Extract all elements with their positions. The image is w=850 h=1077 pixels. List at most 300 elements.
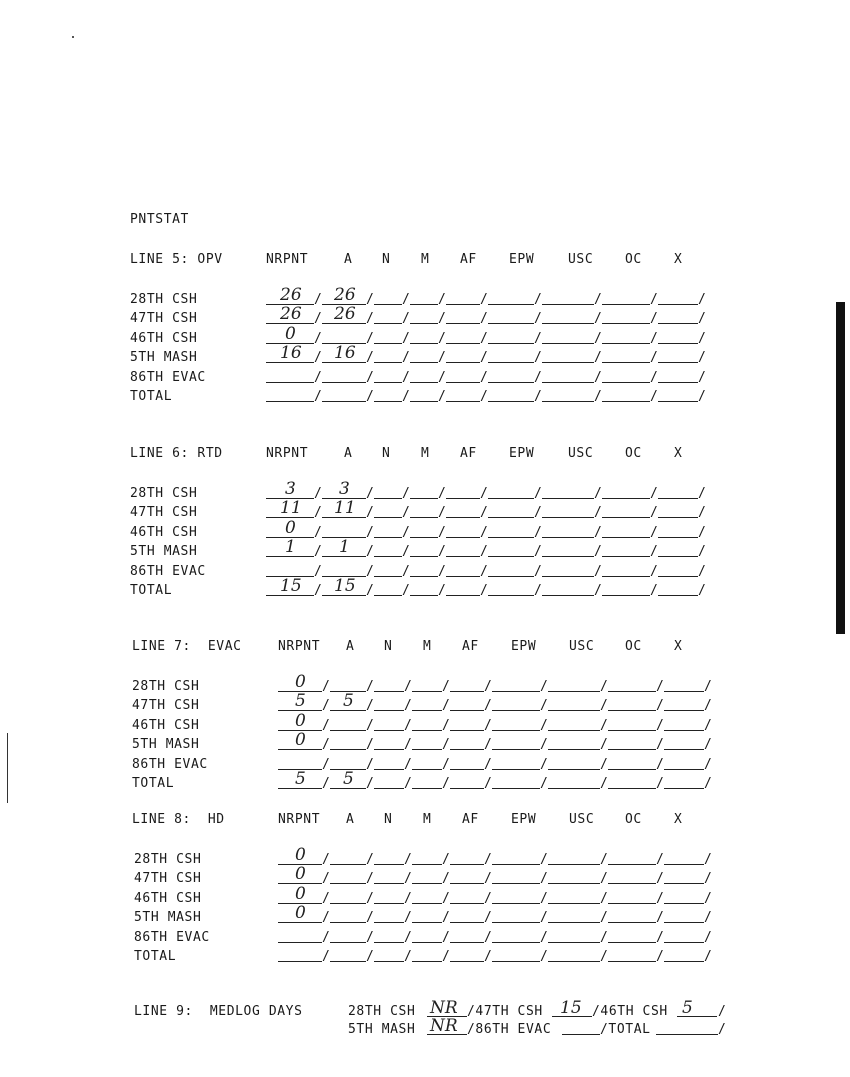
field-separator: /	[480, 331, 488, 346]
entry-blank	[446, 505, 480, 518]
field-separator: /	[704, 776, 712, 791]
handwritten-entry: 0	[295, 864, 306, 884]
entry-blank	[548, 891, 600, 904]
field-separator: /	[404, 718, 412, 733]
field-separator: /	[438, 486, 446, 501]
field-separator: /	[366, 757, 374, 772]
handwritten-entry: 26	[280, 285, 302, 305]
field-separator: /	[698, 350, 706, 365]
field-separator: /	[322, 871, 330, 886]
field-separator: /	[442, 852, 450, 867]
entry-blank	[410, 311, 438, 324]
line9-f1-label: 28TH CSH	[348, 1004, 416, 1019]
field-separator: /	[698, 583, 706, 598]
field-separator: /	[404, 852, 412, 867]
field-separator: /	[540, 718, 548, 733]
field-separator: /	[484, 679, 492, 694]
entry-blank	[374, 852, 404, 865]
row-label: 5TH MASH	[132, 737, 200, 752]
entry-blank	[608, 930, 656, 943]
entry-blank	[278, 949, 322, 962]
column-header-oc: OC	[625, 252, 642, 267]
entry-blank	[602, 486, 650, 499]
column-header-af: AF	[460, 252, 477, 267]
field-separator: /	[594, 486, 602, 501]
field-separator: /	[650, 331, 658, 346]
field-separator: /	[366, 910, 374, 925]
field-separator: /	[540, 871, 548, 886]
field-separator: /	[480, 292, 488, 307]
entry-blank	[374, 370, 402, 383]
entry-blank	[608, 910, 656, 923]
field-separator: /	[442, 930, 450, 945]
entry-blank	[602, 544, 650, 557]
field-separator: /	[600, 698, 608, 713]
entry-blank	[330, 910, 366, 923]
field-separator: /	[314, 505, 322, 520]
field-separator: /	[402, 292, 410, 307]
entry-blank	[374, 525, 402, 538]
field-separator: /	[402, 331, 410, 346]
column-header-m: M	[421, 252, 430, 267]
entry-blank	[488, 350, 534, 363]
entry-blank	[602, 389, 650, 402]
field-separator: /	[534, 544, 542, 559]
field-separator: /	[484, 930, 492, 945]
entry-blank	[446, 292, 480, 305]
field-separator: /	[480, 564, 488, 579]
field-separator: /	[540, 852, 548, 867]
entry-blank	[488, 505, 534, 518]
row-label: 5TH MASH	[130, 544, 198, 559]
column-header-a: A	[346, 639, 355, 654]
field-separator: /	[594, 311, 602, 326]
field-separator: /	[484, 891, 492, 906]
column-header-af: AF	[462, 812, 479, 827]
entry-blank	[374, 564, 402, 577]
entry-blank	[664, 737, 704, 750]
handwritten-entry: 0	[295, 730, 306, 750]
field-separator: /	[366, 486, 374, 501]
entry-blank	[278, 930, 322, 943]
field-separator: /	[366, 852, 374, 867]
field-separator: /	[650, 292, 658, 307]
field-separator: /	[402, 544, 410, 559]
line9-end-slash-1: /	[718, 1004, 726, 1019]
entry-blank	[412, 891, 442, 904]
column-header-usc: USC	[569, 639, 595, 654]
field-separator: /	[480, 311, 488, 326]
entry-blank	[658, 583, 698, 596]
entry-blank	[374, 331, 402, 344]
field-separator: /	[704, 852, 712, 867]
field-separator: /	[534, 389, 542, 404]
entry-blank	[664, 776, 704, 789]
entry-blank	[548, 776, 600, 789]
field-separator: /	[704, 698, 712, 713]
field-separator: /	[438, 525, 446, 540]
entry-blank	[492, 930, 540, 943]
field-separator: /	[438, 389, 446, 404]
field-separator: /	[366, 737, 374, 752]
entry-blank	[548, 910, 600, 923]
entry-blank	[548, 718, 600, 731]
row-label: TOTAL	[130, 389, 173, 404]
line9-f5-blank	[562, 1022, 600, 1035]
scan-edge-mark	[7, 733, 8, 803]
entry-blank	[374, 718, 404, 731]
entry-blank	[330, 930, 366, 943]
column-header-usc: USC	[569, 812, 595, 827]
row-label: 28TH CSH	[130, 292, 198, 307]
field-separator: /	[534, 370, 542, 385]
field-separator: /	[404, 949, 412, 964]
line9-end-slash-2: /	[718, 1022, 726, 1037]
field-separator: /	[698, 564, 706, 579]
entry-blank	[658, 311, 698, 324]
entry-blank	[446, 525, 480, 538]
column-header-a: A	[344, 252, 353, 267]
field-separator: /	[404, 891, 412, 906]
field-separator: /	[366, 776, 374, 791]
entry-blank	[374, 698, 404, 711]
field-separator: /	[650, 544, 658, 559]
entry-blank	[492, 698, 540, 711]
column-header-x: X	[674, 252, 683, 267]
entry-blank	[658, 331, 698, 344]
row-label: 47TH CSH	[134, 871, 202, 886]
field-separator: /	[366, 679, 374, 694]
field-separator: /	[540, 679, 548, 694]
row-label: 47TH CSH	[132, 698, 200, 713]
field-separator: /	[480, 370, 488, 385]
entry-blank	[608, 757, 656, 770]
column-header-nrpnt: NRPNT	[266, 252, 309, 267]
field-separator: /	[314, 311, 322, 326]
field-separator: /	[404, 930, 412, 945]
field-separator: /	[650, 311, 658, 326]
entry-blank	[658, 525, 698, 538]
column-header-nrpnt: NRPNT	[266, 446, 309, 461]
field-separator: /	[704, 891, 712, 906]
column-header-x: X	[674, 446, 683, 461]
row-label: 86TH EVAC	[130, 370, 206, 385]
entry-blank	[374, 871, 404, 884]
field-separator: /	[442, 776, 450, 791]
entry-blank	[446, 544, 480, 557]
entry-blank	[450, 679, 484, 692]
field-separator: /	[366, 311, 374, 326]
entry-blank	[664, 949, 704, 962]
field-separator: /	[698, 292, 706, 307]
scan-edge-bar	[836, 302, 845, 634]
entry-blank	[322, 389, 366, 402]
handwritten-entry: 15	[334, 576, 356, 596]
column-header-epw: EPW	[511, 812, 537, 827]
field-separator: /	[314, 350, 322, 365]
field-separator: /	[656, 718, 664, 733]
field-separator: /	[322, 679, 330, 694]
field-separator: /	[484, 910, 492, 925]
handwritten-entry: 1	[285, 537, 296, 557]
entry-blank	[374, 757, 404, 770]
field-separator: /	[650, 486, 658, 501]
entry-blank	[410, 583, 438, 596]
section-label: LINE 7: EVAC	[132, 639, 242, 654]
column-header-a: A	[344, 446, 353, 461]
field-separator: /	[366, 871, 374, 886]
field-separator: /	[656, 930, 664, 945]
field-separator: /	[438, 564, 446, 579]
entry-blank	[664, 871, 704, 884]
entry-blank	[410, 525, 438, 538]
entry-blank	[374, 949, 404, 962]
field-separator: /	[594, 544, 602, 559]
field-separator: /	[594, 350, 602, 365]
line9-f3-value: 5	[682, 998, 693, 1018]
entry-blank	[412, 737, 442, 750]
entry-blank	[664, 698, 704, 711]
entry-blank	[542, 564, 594, 577]
handwritten-entry: 5	[295, 769, 306, 789]
field-separator: /	[442, 757, 450, 772]
entry-blank	[602, 505, 650, 518]
entry-blank	[602, 331, 650, 344]
row-label: 28TH CSH	[132, 679, 200, 694]
entry-blank	[446, 486, 480, 499]
handwritten-entry: 0	[295, 711, 306, 731]
handwritten-entry: 1	[339, 537, 350, 557]
entry-blank	[488, 311, 534, 324]
entry-blank	[542, 350, 594, 363]
field-separator: /	[600, 757, 608, 772]
entry-blank	[542, 331, 594, 344]
field-separator: /	[600, 930, 608, 945]
entry-blank	[412, 949, 442, 962]
row-label: TOTAL	[132, 776, 175, 791]
row-label: 46TH CSH	[132, 718, 200, 733]
section-label: LINE 5: OPV	[130, 252, 223, 267]
entry-blank	[664, 930, 704, 943]
entry-blank	[450, 737, 484, 750]
entry-blank	[542, 583, 594, 596]
entry-blank	[446, 370, 480, 383]
row-label: 47TH CSH	[130, 311, 198, 326]
handwritten-entry: 0	[295, 845, 306, 865]
column-header-oc: OC	[625, 446, 642, 461]
entry-blank	[492, 910, 540, 923]
field-separator: /	[480, 525, 488, 540]
line9-f3-label: /46TH CSH	[592, 1004, 668, 1019]
column-header-x: X	[674, 812, 683, 827]
field-separator: /	[656, 698, 664, 713]
field-separator: /	[540, 698, 548, 713]
field-separator: /	[600, 871, 608, 886]
column-header-epw: EPW	[509, 252, 535, 267]
field-separator: /	[540, 776, 548, 791]
entry-blank	[446, 311, 480, 324]
field-separator: /	[650, 370, 658, 385]
field-separator: /	[600, 776, 608, 791]
field-separator: /	[534, 292, 542, 307]
field-separator: /	[314, 331, 322, 346]
entry-blank	[664, 679, 704, 692]
entry-blank	[412, 871, 442, 884]
entry-blank	[602, 311, 650, 324]
entry-blank	[608, 698, 656, 711]
line9-f2-label: /47TH CSH	[467, 1004, 543, 1019]
entry-blank	[412, 930, 442, 943]
entry-blank	[492, 737, 540, 750]
handwritten-entry: 0	[295, 884, 306, 904]
field-separator: /	[534, 583, 542, 598]
row-label: 28TH CSH	[130, 486, 198, 501]
column-header-epw: EPW	[509, 446, 535, 461]
column-header-m: M	[423, 639, 432, 654]
field-separator: /	[404, 757, 412, 772]
handwritten-entry: 26	[334, 285, 356, 305]
row-label: 46TH CSH	[130, 331, 198, 346]
field-separator: /	[480, 583, 488, 598]
entry-blank	[492, 718, 540, 731]
field-separator: /	[442, 891, 450, 906]
entry-blank	[542, 544, 594, 557]
field-separator: /	[600, 949, 608, 964]
entry-blank	[412, 910, 442, 923]
field-separator: /	[480, 544, 488, 559]
field-separator: /	[438, 331, 446, 346]
entry-blank	[542, 292, 594, 305]
entry-blank	[658, 564, 698, 577]
entry-blank	[488, 564, 534, 577]
field-separator: /	[322, 718, 330, 733]
field-separator: /	[402, 370, 410, 385]
entry-blank	[374, 544, 402, 557]
field-separator: /	[704, 910, 712, 925]
field-separator: /	[366, 564, 374, 579]
field-separator: /	[314, 564, 322, 579]
handwritten-entry: 16	[280, 343, 302, 363]
field-separator: /	[656, 891, 664, 906]
field-separator: /	[534, 525, 542, 540]
field-separator: /	[594, 331, 602, 346]
entry-blank	[450, 949, 484, 962]
entry-blank	[446, 331, 480, 344]
field-separator: /	[698, 331, 706, 346]
entry-blank	[374, 930, 404, 943]
field-separator: /	[650, 389, 658, 404]
column-header-n: N	[384, 639, 393, 654]
field-separator: /	[534, 331, 542, 346]
column-header-af: AF	[460, 446, 477, 461]
field-separator: /	[698, 311, 706, 326]
field-separator: /	[656, 757, 664, 772]
section-label: LINE 8: HD	[132, 812, 225, 827]
column-header-af: AF	[462, 639, 479, 654]
entry-blank	[492, 776, 540, 789]
entry-blank	[602, 525, 650, 538]
entry-blank	[658, 505, 698, 518]
field-separator: /	[322, 698, 330, 713]
field-separator: /	[540, 737, 548, 752]
field-separator: /	[600, 718, 608, 733]
entry-blank	[374, 776, 404, 789]
field-separator: /	[480, 505, 488, 520]
field-separator: /	[314, 525, 322, 540]
column-header-m: M	[423, 812, 432, 827]
entry-blank	[608, 737, 656, 750]
field-separator: /	[366, 505, 374, 520]
entry-blank	[374, 486, 402, 499]
field-separator: /	[438, 505, 446, 520]
entry-blank	[548, 930, 600, 943]
field-separator: /	[704, 757, 712, 772]
entry-blank	[410, 370, 438, 383]
entry-blank	[608, 718, 656, 731]
entry-blank	[658, 292, 698, 305]
entry-blank	[658, 350, 698, 363]
field-separator: /	[704, 871, 712, 886]
entry-blank	[330, 737, 366, 750]
entry-blank	[664, 891, 704, 904]
row-label: 5TH MASH	[134, 910, 202, 925]
handwritten-entry: 0	[295, 672, 306, 692]
entry-blank	[374, 679, 404, 692]
field-separator: /	[314, 486, 322, 501]
entry-blank	[488, 525, 534, 538]
entry-blank	[548, 737, 600, 750]
field-separator: /	[480, 389, 488, 404]
entry-blank	[410, 331, 438, 344]
entry-blank	[488, 292, 534, 305]
field-separator: /	[442, 910, 450, 925]
entry-blank	[412, 698, 442, 711]
field-separator: /	[650, 525, 658, 540]
entry-blank	[450, 871, 484, 884]
row-label: 28TH CSH	[134, 852, 202, 867]
entry-blank	[492, 891, 540, 904]
field-separator: /	[534, 505, 542, 520]
field-separator: /	[322, 852, 330, 867]
entry-blank	[542, 311, 594, 324]
field-separator: /	[322, 949, 330, 964]
field-separator: /	[402, 389, 410, 404]
entry-blank	[450, 891, 484, 904]
entry-blank	[608, 776, 656, 789]
entry-blank	[374, 311, 402, 324]
line9-f5-label: /86TH EVAC	[467, 1022, 552, 1037]
entry-blank	[492, 679, 540, 692]
field-separator: /	[402, 525, 410, 540]
field-separator: /	[704, 949, 712, 964]
field-separator: /	[534, 350, 542, 365]
entry-blank	[658, 486, 698, 499]
field-separator: /	[442, 871, 450, 886]
field-separator: /	[438, 311, 446, 326]
field-separator: /	[540, 757, 548, 772]
entry-blank	[410, 292, 438, 305]
handwritten-entry: 26	[280, 304, 302, 324]
field-separator: /	[480, 350, 488, 365]
row-label: 5TH MASH	[130, 350, 198, 365]
entry-blank	[410, 544, 438, 557]
field-separator: /	[438, 544, 446, 559]
field-separator: /	[484, 737, 492, 752]
field-separator: /	[366, 583, 374, 598]
field-separator: /	[402, 350, 410, 365]
field-separator: /	[402, 583, 410, 598]
section-label: LINE 6: RTD	[130, 446, 223, 461]
